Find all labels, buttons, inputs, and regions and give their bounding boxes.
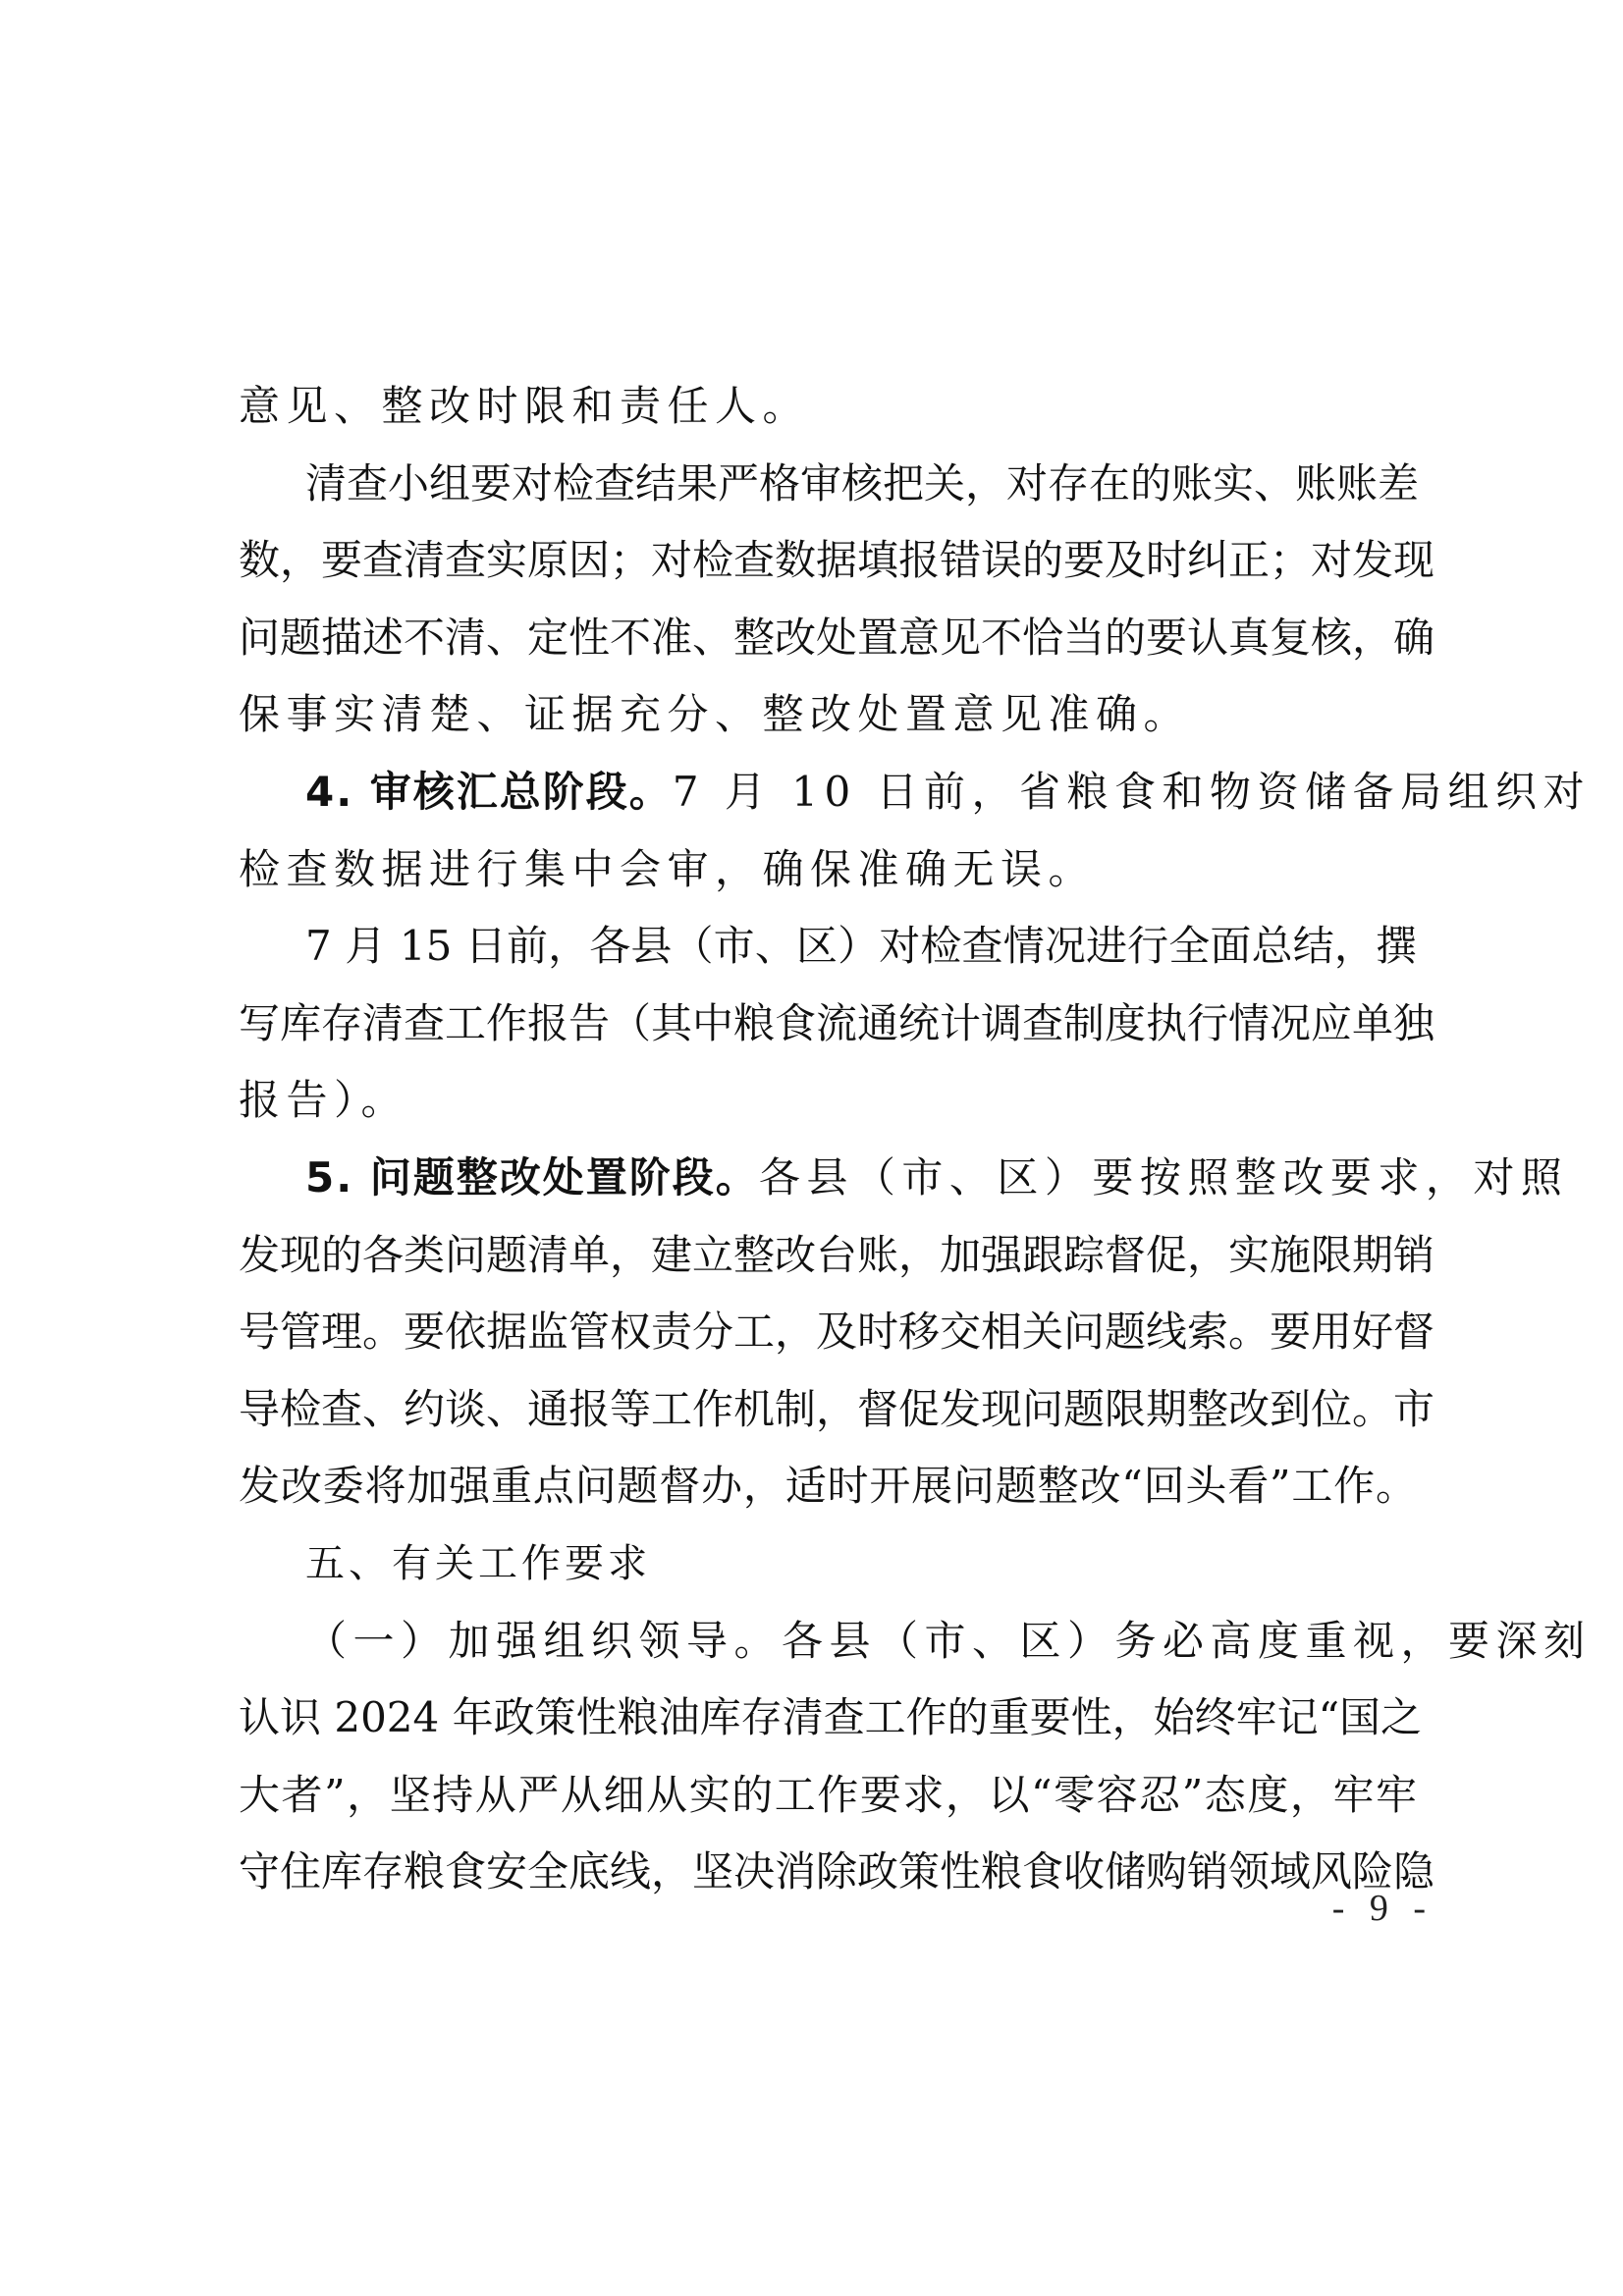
text-line: 认识 2024 年政策性粮油库存清查工作的重要性，始终牢记“国之 bbox=[239, 1693, 1423, 1742]
text-line: 大者”，坚持从严从细从实的工作要求，以“零容忍”态度，牢牢 bbox=[239, 1770, 1417, 1819]
text-line: 发改委将加强重点问题督办，适时开展问题整改“回头看”工作。 bbox=[239, 1462, 1417, 1511]
text-run: 7 月 10 日前，省粮食和物资储备局组织对 bbox=[672, 767, 1592, 816]
text-line: 发现的各类问题清单，建立整改台账，加强跟踪督促，实施限期销 bbox=[239, 1230, 1435, 1279]
text-line: 导检查、约谈、通报等工作机制，督促发现问题限期整改到位。市 bbox=[239, 1384, 1435, 1433]
text-run: 各县（市、区）要按照整改要求，对照 bbox=[758, 1152, 1569, 1201]
text-line: 报告）。 bbox=[239, 1076, 409, 1125]
text-line: 写库存清查工作报告（其中粮食流通统计调查制度执行情况应单独 bbox=[239, 998, 1435, 1047]
text-line: 7 月 15 日前，各县（市、区）对检查情况进行全面总结，撰 bbox=[305, 922, 1417, 971]
text-line: 检查数据进行集中会审，确保准确无误。 bbox=[239, 844, 1097, 893]
text-line: 意见、整改时限和责任人。 bbox=[239, 382, 811, 430]
text-line: 保事实清楚、证据充分、整改处置意见准确。 bbox=[239, 690, 1192, 739]
page-number: - 9 - bbox=[1331, 1888, 1434, 1929]
document-body bbox=[239, 368, 1592, 1911]
section-heading: 五、有关工作要求 bbox=[305, 1540, 651, 1586]
text-line: 数，要查清查实原因；对检查数据填报错误的要及时纠正；对发现 bbox=[239, 536, 1435, 585]
text-line: 守住库存粮食安全底线，坚决消除政策性粮食收储购销领域风险隐 bbox=[239, 1847, 1435, 1896]
text-line bbox=[239, 754, 1592, 831]
subsection-label: （一）加强组织领导。 bbox=[305, 1616, 783, 1665]
text-line bbox=[239, 1140, 1569, 1217]
section-label: 4. 审核汇总阶段。 bbox=[305, 767, 673, 816]
text-line bbox=[239, 1603, 1592, 1681]
text-run: 各县（市、区）务必高度重视，要深刻 bbox=[782, 1616, 1592, 1665]
text-line: 号管理。要依据监管权责分工，及时移交相关问题线索。要用好督 bbox=[239, 1308, 1435, 1357]
text-line: 清查小组要对检查结果严格审核把关，对存在的账实、账账差 bbox=[305, 458, 1420, 507]
section-label: 5. 问题整改处置阶段。 bbox=[305, 1152, 759, 1201]
text-line: 问题描述不清、定性不准、整改处置意见不恰当的要认真复核，确 bbox=[239, 613, 1435, 662]
